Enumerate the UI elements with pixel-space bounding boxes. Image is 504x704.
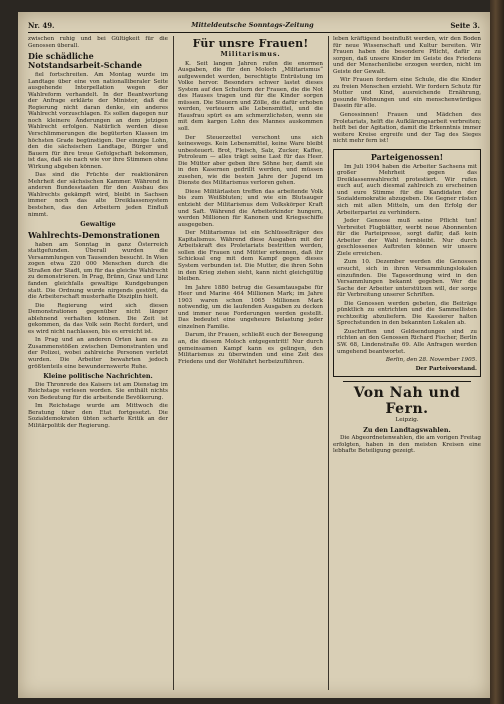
section-title: Für unsre Frauen!	[192, 37, 309, 50]
section-kicker: Gewaltige	[80, 220, 116, 229]
article-text: Diese Militärlasten treffen das arbeitende Volk bis zum Weißbluten; und wie ein Blutsauger entzieht der Militarismus dem Volkskörper Kraft und Saft. Während die Arbeiterkinder hungern, werden Millionen für Kanonen und Kriegsschiffe ausgegeben.	[178, 188, 323, 228]
book-binding	[490, 0, 504, 704]
article-text: Genossinnen! Frauen und Mädchen des Proletariats, helft die Aufklärungsarbeit verbreiten; helft bei der Agitation, damit die Erkenntnis immer weitere Kreise ergreife und der Tag des Sieges nicht mehr fern ist!	[333, 112, 481, 145]
column-rule	[173, 36, 174, 690]
article-text: Der Militarismus ist ein Schlüsselträger des Kapitalismus. Während diese Ausgaben mit der Arbeitskraft des Proletariats bestritten werden, sollen die Frauen und Mütter erkennen, daß ihr Schicksal eng mit dem Kampf gegen dieses System verbunden ist. Die Mutter, die ihren Sohn in den Krieg ziehen sieht, kann nicht gleichgültig bleiben.	[178, 230, 323, 283]
newspaper-title: Mitteldeutsche Sonntags-Zeitung	[191, 21, 314, 29]
article-text: leben kräftigend beeinflußt werden, wir den Boden für neue Wissenschaft und Kultur bereiten. Wir Frauen haben die besondere Pflicht, dafür zu sorgen, daß unsere Kinder im Geiste des Friedens und der Menschenliebe erzogen werden, nicht im Geiste der Gewalt.	[333, 36, 481, 75]
column-right	[333, 36, 481, 692]
column-rule	[328, 36, 329, 690]
appeal-text: Im Juli 1904 haben die Arbeiter Sachsens mit großer Mehrheit gegen das Dreiklassenwahlrecht protestiert. Wir rufen euch auf, auch diesmal zahlreich zu erscheinen und eure Stimme für die Kandidaten der Sozialdemokratie abzugeben. Die Gegner rüsten sich mit allen Mitteln, um den Erfolg der Arbeiterpartei zu verhindern.	[337, 163, 477, 216]
newspaper-page	[18, 12, 490, 698]
section-divider	[343, 381, 471, 382]
party-appeal-box	[333, 149, 481, 377]
appeal-text: Die Genossen werden gebeten, die Beiträge pünktlich zu entrichten und die Sammellisten rechtzeitig abzuliefern. Die Kassierer halten Sprechstunden in den bekannten Lokalen ab.	[337, 300, 477, 327]
page-header	[28, 18, 480, 33]
article-text: Die Abgeordnetenwahlen, die am vorigen Freitag erfolgten, haben in den meisten Kreisen eine lebhafte Beteiligung gezeigt.	[333, 435, 481, 455]
article-subtitle: Militarismus.	[220, 50, 281, 58]
appeal-text: Zum 10. Dezember werden die Genossen ersucht, sich in ihren Versammlungslokalen einzufinden. Die Tagesordnung wird in den Versammlungen bekannt gegeben. Wer die Sache der Arbeiter unterstützen will, der sorge für Verbreitung unserer Schriften.	[337, 259, 477, 299]
section-title: Von Nah und Fern.	[353, 385, 461, 418]
article-text: Wir Frauen fordern eine Schule, die die Kinder zu freien Menschen erzieht. Wir fordern Schutz für Mutter und Kind, ausreichende Ernährung, gesunde Wohnungen und ein menschenwürdiges Dasein für alle.	[333, 77, 481, 110]
appeal-text: Zuschriften und Geldsendungen sind zu richten an den Genossen Richard Fischer, Berlin SW. 68, Lindenstraße 69. Alle Anfragen werden umgehend beantwortet.	[337, 328, 477, 355]
appeal-text: Jeder Genosse muß seine Pflicht tun! Verbreitet Flugblätter, werbt neue Abonnenten für die Parteipresse, sorgt dafür, daß kein Arbeiter der Wahl fernbleibt. Nur durch geschlossenes Auftreten können wir unsere Ziele erreichen.	[337, 218, 477, 257]
article-text: Die Regierung wird sich diesen Demonstrationen gegenüber nicht länger ablehnend verhalten können. Die Zeit ist gekommen, da das Volk sein Recht fordert, und es wird nicht nachlassen, bis es erreicht ist.	[28, 302, 168, 335]
article-text: Die Thronrede des Kaisers ist am Dienstag im Reichstage verlesen worden. Sie enthält nichts von Bedeutung für die arbeitende Bevölkerung.	[28, 381, 168, 401]
article-text: fiel fortschreiten. Am Montag wurde im Landtage über eine von nationalliberaler Seite ausgehende Interpellation wegen der Wahlreform verhandelt. In der Beantwortung der Anfrage erklärte der Minister, daß die Regierung nicht daran denke, ein anderes Wahlrecht vorzuschlagen. Es sollen dagegen nur noch kleinere Änderungen an dem jetzigen Wahlrecht erfolgen. Natürlich werden diese Verschlimmerungen die begüterten Klassen im höchsten Grade begünstigen. Der einzige Lohn, den die sächsischen Landtage, Bürger und Bauern für ihre treue Gefolgschaft bekommen, ist das, daß sie nach wie vor ihre Stimmen ohne Wirkung abgeben können.	[28, 72, 168, 170]
column-left	[28, 36, 168, 692]
article-heading: Wahlrechts-Demonstrationen	[28, 229, 160, 240]
article-text: Der Steuerzettel verschont uns sich keineswegs. Kein Lebensmittel, keine Ware bleibt unbesteuert. Brot, Fleisch, Salz, Zucker, Kaffee, Petroleum — alles trägt seine Last für das Heer. Die Mütter aber geben ihre Söhne her, damit sie in den Kasernen gedrillt werden, und müssen zusehen, wie die besten Jahre der Jugend im Dienste des Militarismus verloren gehen.	[178, 134, 323, 187]
article-text: K. Seit langen Jahren rufen die enormen Ausgaben, die für den Moloch „Militarismus“ aufgewendet werden, berechtigte Entrüstung im Volke hervor. Besonders schwer lastet dieses System auf den Schultern der Frauen, die die Not des Hauses tragen und für die Kinder sorgen müssen. Die Steuern und Zölle, die dafür erhoben werden, verteuern alle Lebensmittel, und die Hausfrau spürt es am schmerzlichsten, wenn sie mit dem kargen Lohn des Mannes auskommen soll.	[178, 60, 323, 133]
appeal-signature: Der Parteivorstand.	[415, 365, 477, 372]
article-text: haben am Sonntag in ganz Österreich stattgefunden. Überall wurden die Versammlungen von Tausenden besucht. In Wien zogen etwa 220 000 Menschen durch die Straßen der Stadt, um für das gleiche Wahlrecht zu demonstrieren. In Prag, Brünn, Graz und Linz fanden gleichfalls gewaltige Kundgebungen statt. Die Ordnung wurde nirgends gestört, da die Arbeiterschaft musterhafte Disziplin hielt.	[28, 241, 168, 301]
article-text: Das sind die Früchte der reaktionären Mehrheit der sächsischen Kammer. Während in anderen Bundesstaaten für den Ausbau des Wahlrechts gekämpft wird, bleibt in Sachsen immer noch das alte Dreiklassensystem bestehen, das den Arbeitern jeden Einfluß nimmt.	[28, 172, 168, 218]
article-text: Im Jahre 1880 betrug die Gesamtausgabe für Heer und Marine 464 Millionen Mark; im Jahre 1903 waren schon 1065 Millionen Mark notwendig, um die laufenden Ausgaben zu decken und immer neue Forderungen werden gestellt. Das bedeutet eine ungeheure Belastung jeder einzelnen Familie.	[178, 284, 323, 330]
article-heading: Zu den Landtagswahlen.	[363, 425, 451, 434]
column-middle	[178, 36, 323, 692]
dateline: Leipzig.	[395, 417, 419, 424]
article-heading: Die schädliche Notstandsarbeit-Schande	[28, 51, 142, 71]
appeal-heading: Parteigenossen!	[370, 151, 444, 162]
appeal-date: Berlin, den 28. November 1905.	[385, 357, 477, 364]
page-number: Seite 3.	[450, 20, 480, 30]
article-heading: Kleine politische Nachrichten.	[43, 372, 153, 381]
article-text: Im Reichstage wurde am Mittwoch die Beratung über den Etat fortgesetzt. Die Sozialdemokraten übten scharfe Kritik an der Militärpolitik der Regierung.	[28, 403, 168, 429]
article-text: In Prag und an anderen Orten kam es zu Zusammenstößen zwischen Demonstranten und der Polizei, wobei zahlreiche Personen verletzt wurden. Die Arbeiter bewahrten jedoch größtenteils eine bewundernswerte Ruhe.	[28, 337, 168, 370]
article-text: zwischen ruhig und bei Gültigkeit für die Genossen überall.	[28, 36, 168, 49]
article-text: Darum, ihr Frauen, schließt euch der Bewegung an, die diesem Moloch entgegentritt! Nur durch gemeinsamen Kampf kann es gelingen, den Militarismus zu überwinden und eine Zeit des Friedens und der Wohlfahrt herbeizuführen.	[178, 332, 323, 365]
issue-number: Nr. 49.	[28, 20, 55, 30]
